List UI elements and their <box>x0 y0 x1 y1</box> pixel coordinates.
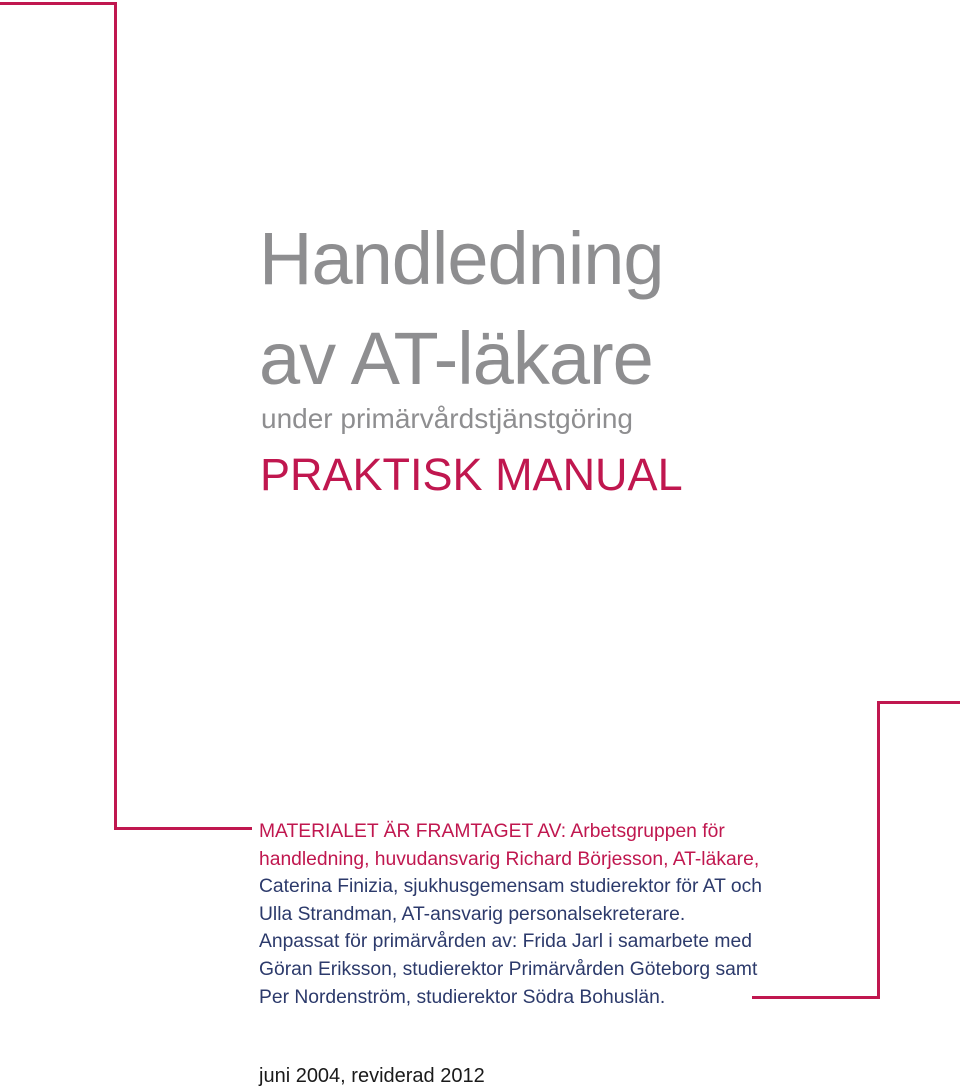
document-subtitle: under primärvårdstjänstgöring <box>261 403 633 434</box>
revision-date: juni 2004, reviderad 2012 <box>259 1065 485 1087</box>
credits-line: Per Nordenström, studierektor Södra Bohuslän. <box>259 986 666 1008</box>
credits-line: Göran Eriksson, studierektor Primärvården Göteborg samt <box>259 958 758 980</box>
left-frame-vertical-rule <box>114 2 117 830</box>
left-frame-top-rule <box>0 2 117 5</box>
document-title-line-1: Handledning <box>259 217 664 300</box>
credits-line: MATERIALET ÄR FRAMTAGET AV: Arbetsgruppen för <box>259 821 725 842</box>
credits-line: Anpassat för primärvården av: Frida Jarl i samarbete med <box>259 931 752 953</box>
credits-line: Caterina Finizia, sjukhusgemensam studierektor för AT och <box>259 876 762 898</box>
credits-line: Ulla Strandman, AT-ansvarig personalsekreterare. <box>259 903 686 925</box>
document-title-line-2: av AT-läkare <box>259 317 653 400</box>
manual-heading: PRAKTISK MANUAL <box>260 449 683 500</box>
left-frame-bottom-rule <box>114 827 252 830</box>
credits-block <box>259 818 879 1011</box>
credits-line: handledning, huvudansvarig Richard Börjesson, AT-läkare, <box>259 848 760 870</box>
right-frame-top-rule <box>877 701 960 704</box>
